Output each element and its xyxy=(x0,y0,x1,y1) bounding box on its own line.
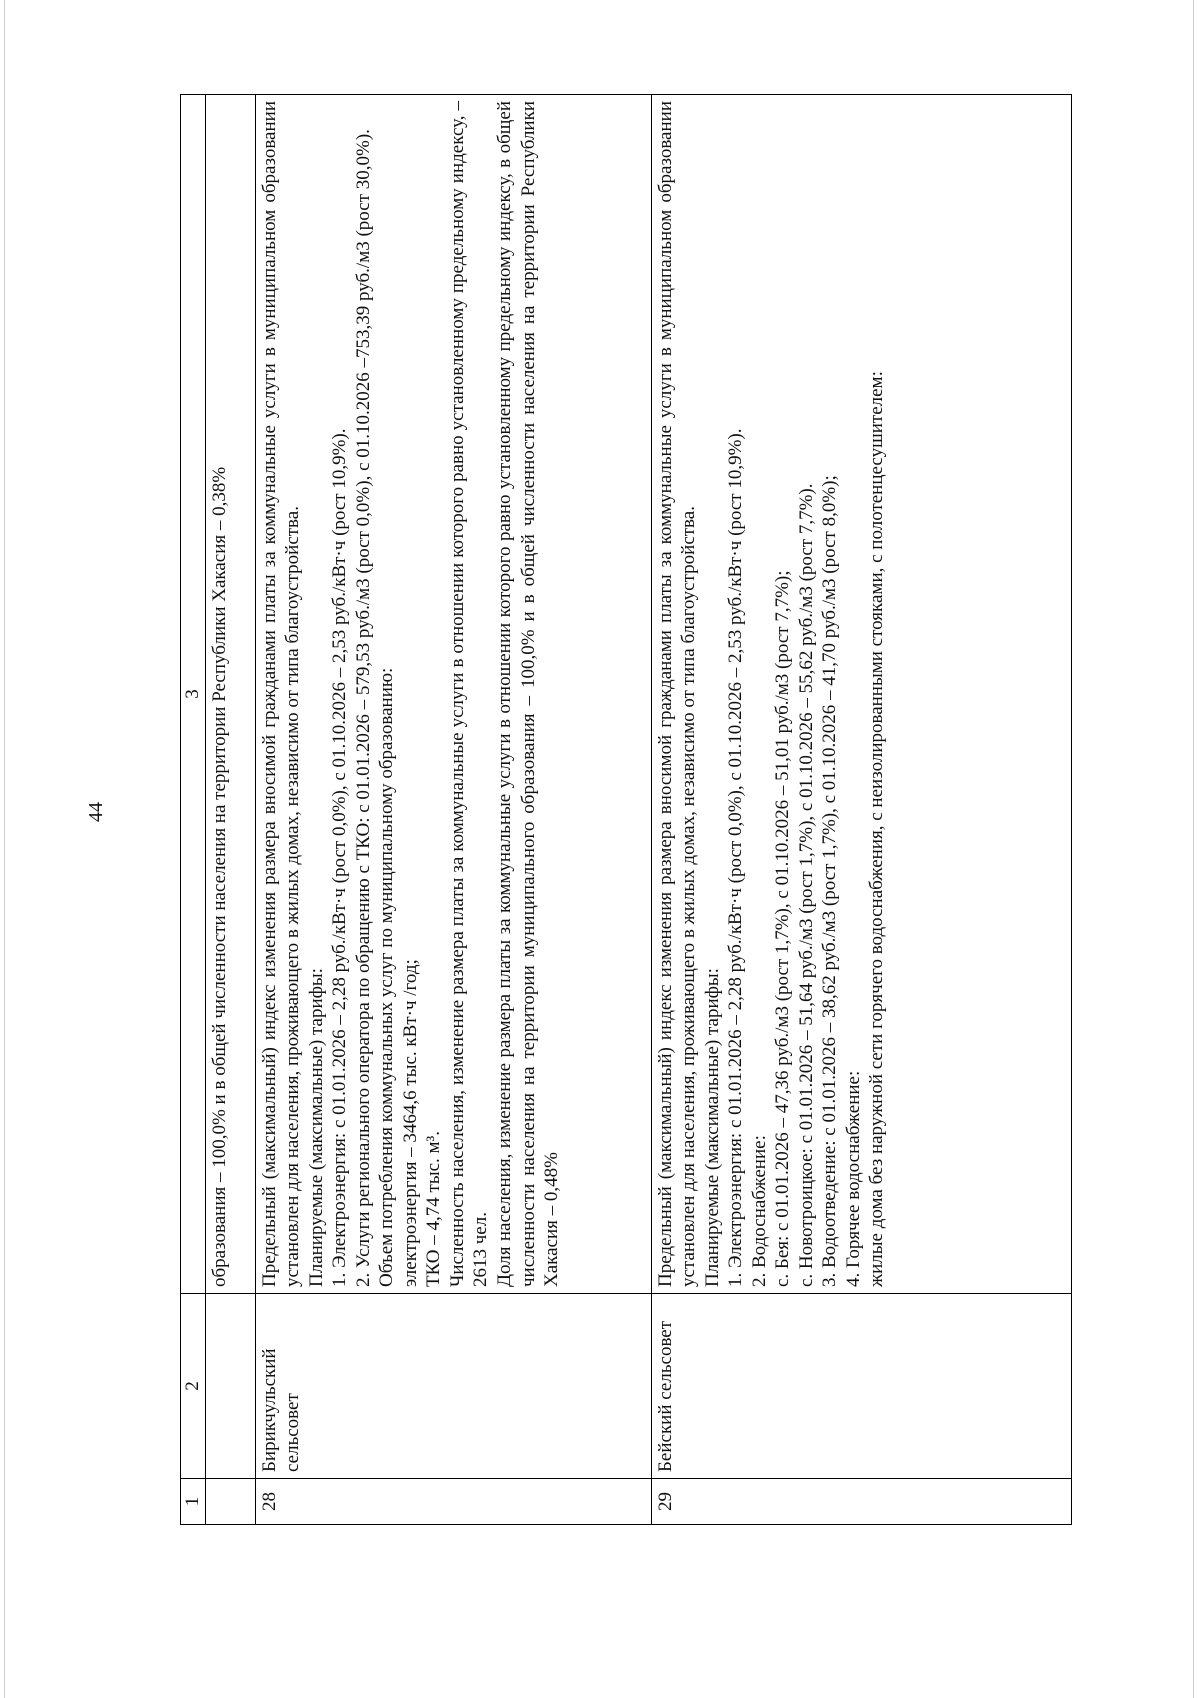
continuation-text: образования – 100,0% и в общей численности населения на территории Республики Хакасия – 0,38% xyxy=(205,95,255,1294)
text-line: Предельный (максимальный) индекс изменения размера вносимой гражданами платы за коммунальные услуги в муниципальном образовании установлен для населения, проживающего в жилых домах, независимо от типа благоустройства. xyxy=(258,101,304,1287)
text-line: жилые дома без наружной сети горячего водоснабжения, с неизолированными стояками, с полотенцесушителем: xyxy=(866,371,888,1287)
text-line: 1. Электроэнергия: с 01.01.2026 – 2,28 руб./кВт·ч (рост 0,0%), с 01.10.2026 – 2,53 руб./кВт·ч (рост 10,9%). xyxy=(725,428,747,1287)
text-line: с. Бея: с 01.01.2026 – 47,36 руб./м3 (рост 1,7%), с 01.10.2026 – 51,01 руб./м3 (рост 7,7%); xyxy=(772,570,794,1287)
text-line: 1. Электроэнергия: с 01.01.2026 – 2,28 руб./кВт·ч (рост 0,0%), с 01.10.2026 – 2,53 руб./кВт·ч (рост 10,9%). xyxy=(329,428,351,1287)
table-row xyxy=(255,95,651,1525)
rotated-document-table xyxy=(180,95,1070,1525)
municipality-name: Бейский сельсовет xyxy=(651,1294,1071,1479)
text-line: Планируемые (максимальные) тарифы: xyxy=(305,968,327,1287)
text-line: Планируемые (максимальные) тарифы: xyxy=(701,968,723,1287)
row-number: 29 xyxy=(651,1479,1071,1525)
page-number: 44 xyxy=(85,802,107,822)
text-line: 4. Горячее водоснабжение: xyxy=(842,1070,864,1287)
header-row xyxy=(181,95,206,1525)
scan-edge-right xyxy=(1193,0,1194,1698)
continuation-num-cell xyxy=(205,1479,255,1525)
header-col-2: 2 xyxy=(181,1294,206,1479)
row-number: 28 xyxy=(255,1479,651,1525)
text-line: Численность населения, изменение размера платы за коммунальные услуги в отношении которого равно установленному предельному индексу, – 2613 чел. xyxy=(446,101,492,1287)
text-line: 2. Водоснабжение: xyxy=(748,1135,770,1287)
table-row xyxy=(651,95,1071,1525)
municipality-name: Бирикчульский сельсовет xyxy=(255,1294,651,1479)
scan-edge-left xyxy=(4,0,5,1698)
text-line: 2. Услуги регионального оператора по обращению с ТКО: с 01.01.2026 – 579,53 руб./м3 (рост 0,0%), с 01.10.2026 –753,39 руб./м3 (рост 30,0%). xyxy=(352,129,374,1287)
text-line: Доля населения, изменение размера платы за коммунальные услуги в отношении которого равно установленному предельному индексу, в общей численности населения на территории муниципального образования – 100,0% и в общей численности населения на территории Республики Хакасия – 0,48% xyxy=(494,101,563,1287)
header-col-1: 1 xyxy=(181,1479,206,1525)
continuation-name-cell xyxy=(205,1294,255,1479)
text-line: электроэнергия – 3464,6 тыс. кВт·ч /год; xyxy=(399,959,421,1287)
text-line: ТКО – 4,74 тыс. м³. xyxy=(423,1131,445,1287)
continuation-row xyxy=(205,95,255,1525)
header-col-3: 3 xyxy=(181,95,206,1294)
tariff-table xyxy=(180,94,1072,1525)
text-line: Объем потребления коммунальных услуг по муниципальному образованию: xyxy=(376,667,398,1287)
text-line: 3. Водоотведение: с 01.01.2026 – 38,62 руб./м3 (рост 1,7%), с 01.10.2026 – 41,70 руб./м3 (рост 8,0%); xyxy=(819,475,841,1287)
text-line: Предельный (максимальный) индекс изменения размера вносимой гражданами платы за коммунальные услуги в муниципальном образовании установлен для населения, проживающего в жилых домах, независимо от типа благоустройства. xyxy=(654,101,700,1287)
row-description xyxy=(651,95,1071,1294)
text-line: с. Новотроицкое: с 01.01.2026 – 51,64 руб./м3 (рост 1,7%), с 01.10.2026 – 55,62 руб./м3 (рост 7,7%). xyxy=(795,483,817,1287)
row-description xyxy=(255,95,651,1294)
